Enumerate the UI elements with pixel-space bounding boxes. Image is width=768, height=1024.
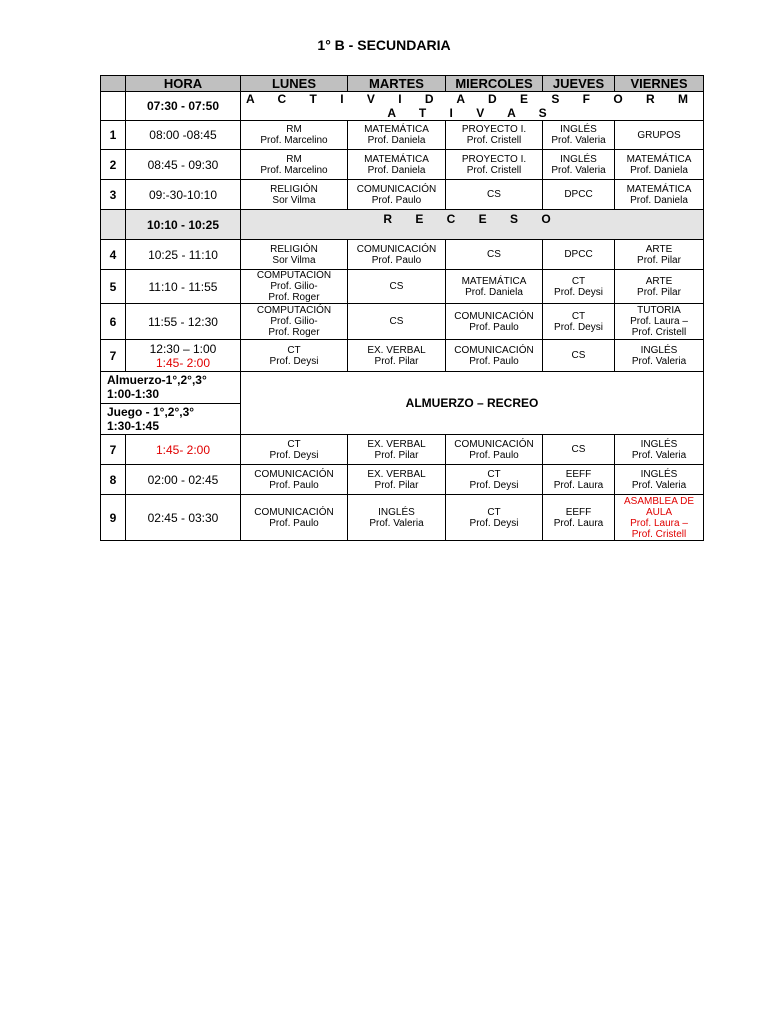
subject-text: INGLÉS xyxy=(378,506,415,518)
row-number: 4 xyxy=(101,240,126,270)
row-time xyxy=(126,340,241,372)
cell-viernes xyxy=(615,121,704,150)
subject-text: COMUNICACIÓN xyxy=(454,310,534,322)
cell-viernes xyxy=(615,465,704,495)
subject-text: CT xyxy=(487,468,501,480)
teacher-text: Prof. Gilio- xyxy=(270,281,318,292)
teacher-text: Prof. Deysi xyxy=(554,286,603,298)
subject-text: MATEMÁTICA xyxy=(626,183,692,195)
subject-text: GRUPOS xyxy=(637,129,681,141)
subject-text: COMUNICACIÓN xyxy=(454,438,534,450)
teacher-text: Prof. Cristell xyxy=(466,135,522,146)
cell-jueves xyxy=(543,495,615,541)
subject-text: COMPUTACIÓN xyxy=(256,305,332,316)
subject-text: PROYECTO I. xyxy=(461,153,527,165)
cell-martes xyxy=(348,465,446,495)
teacher-text: Sor Vilma xyxy=(272,254,316,266)
cell-jueves xyxy=(543,340,615,372)
teacher-text: Prof. Paulo xyxy=(371,194,422,206)
row-number: 1 xyxy=(101,121,126,150)
subject-text: INGLÉS xyxy=(640,344,678,356)
almuerzo-line4: 1:30-1:45 xyxy=(107,419,160,433)
cell-jueves xyxy=(543,435,615,465)
time-text: 11:10 - 11:55 xyxy=(148,279,218,294)
teacher-text: Prof. Daniela xyxy=(367,164,426,176)
teacher-text: Prof. Deysi xyxy=(469,517,519,529)
teacher-text: Prof. Valeria xyxy=(551,135,606,146)
subject-text: DPCC xyxy=(564,189,593,200)
cell-viernes xyxy=(615,304,704,340)
row-number: 3 xyxy=(101,180,126,210)
time-text: 02:00 - 02:45 xyxy=(147,472,219,487)
subject-text: CS xyxy=(487,249,501,260)
subject-text: ARTE xyxy=(645,243,673,255)
subject-text: COMUNICACIÓN xyxy=(356,243,437,255)
cell-miercoles xyxy=(446,435,543,465)
cell-viernes xyxy=(615,180,704,210)
cell-viernes xyxy=(615,340,704,372)
teacher-text: Prof. Paulo xyxy=(371,254,422,266)
subject-text: CT xyxy=(571,275,586,287)
cell-lunes xyxy=(241,150,348,180)
subject-text: INGLÉS xyxy=(560,124,597,135)
header-martes: MARTES xyxy=(348,76,446,92)
table-row xyxy=(101,240,704,270)
time-text: 11:55 - 12:30 xyxy=(148,314,218,329)
time-text: 02:45 - 03:30 xyxy=(147,510,219,525)
header-num xyxy=(101,76,126,92)
subject-text: RELIGIÓN xyxy=(270,243,318,255)
cell-lunes xyxy=(241,121,348,150)
subject-text: CT xyxy=(287,438,301,450)
subject-text: EX. VERBAL xyxy=(367,468,426,480)
almuerzo-line1: Almuerzo-1°,2°,3° xyxy=(107,373,207,387)
teacher-text: Prof. Roger xyxy=(268,292,320,303)
cell-lunes xyxy=(241,180,348,210)
table-row xyxy=(101,465,704,495)
cell-miercoles xyxy=(446,150,543,180)
almuerzo-line3: Juego - 1°,2°,3° xyxy=(107,405,195,419)
subject-text: EX. VERBAL xyxy=(367,438,426,450)
subject-text: CS xyxy=(389,281,404,292)
subject-text: COMUNICACIÓN xyxy=(356,183,437,195)
cell-miercoles xyxy=(446,304,543,340)
subject-text: MATEMÁTICA xyxy=(461,275,527,287)
table-row xyxy=(101,495,704,541)
cell-jueves xyxy=(543,180,615,210)
header-viernes: VIERNES xyxy=(615,76,704,92)
cell-jueves xyxy=(543,304,615,340)
teacher-text: Prof. Deysi xyxy=(269,449,319,461)
subject-text: MATEMÁTICA xyxy=(364,153,429,165)
time-text: 09:-30-10:10 xyxy=(148,187,218,202)
subject-text: RELIGIÓN xyxy=(270,183,318,195)
teacher-text: Prof. Valeria xyxy=(631,449,687,461)
header-miercoles: MIERCOLES xyxy=(446,76,543,92)
time-text: 08:00 -08:45 xyxy=(149,128,217,142)
actividades-time: 07:30 - 07:50 xyxy=(126,92,241,121)
almuerzo-block xyxy=(101,372,240,404)
subject-text: TUTORIA xyxy=(637,305,681,316)
teacher-text: Prof. Paulo xyxy=(269,479,319,491)
subject-text: CS xyxy=(487,189,501,200)
teacher-text: Prof. Pilar xyxy=(374,449,419,461)
cell-jueves xyxy=(543,150,615,180)
table-row xyxy=(101,270,704,304)
header-row xyxy=(101,76,704,92)
time-text: 10:25 - 11:10 xyxy=(148,247,218,262)
row-time xyxy=(126,435,241,465)
row-number: 7 xyxy=(101,340,126,372)
teacher-text: Prof. Daniela xyxy=(367,135,426,146)
subject-text: MATEMÁTICA xyxy=(364,124,429,135)
receso-num xyxy=(101,210,126,240)
cell-lunes xyxy=(241,304,348,340)
teacher-text: Prof. Cristell xyxy=(631,528,687,540)
row-number: 8 xyxy=(101,465,126,495)
teacher-text: Prof. Deysi xyxy=(469,479,519,491)
table-row xyxy=(101,150,704,180)
schedule-table xyxy=(100,75,704,541)
cell-martes xyxy=(348,304,446,340)
subject-text: CS xyxy=(571,444,586,455)
time-text: 08:45 - 09:30 xyxy=(147,157,219,172)
cell-jueves xyxy=(543,270,615,304)
teacher-text: Prof. Laura – xyxy=(630,517,688,529)
subject-text: PROYECTO I. xyxy=(461,124,527,135)
cell-viernes xyxy=(615,240,704,270)
row-time xyxy=(126,465,241,495)
header-hora: HORA xyxy=(126,76,241,92)
table-row xyxy=(101,435,704,465)
cell-viernes xyxy=(615,495,704,541)
cell-jueves xyxy=(543,240,615,270)
row-time xyxy=(126,240,241,270)
juego-block xyxy=(101,404,240,434)
cell-martes xyxy=(348,180,446,210)
subject-text: CS xyxy=(389,316,404,327)
subject-text: INGLÉS xyxy=(640,468,678,480)
teacher-text: AULA xyxy=(645,506,673,518)
cell-martes xyxy=(348,340,446,372)
teacher-text: Prof. Roger xyxy=(268,327,320,338)
subject-text: INGLÉS xyxy=(560,153,597,165)
time-text: 12:30 – 1:00 xyxy=(149,341,217,356)
teacher-text: Prof. Valeria xyxy=(631,355,687,367)
row-time xyxy=(126,304,241,340)
receso-time: 10:10 - 10:25 xyxy=(126,210,241,240)
cell-martes xyxy=(348,495,446,541)
cell-miercoles xyxy=(446,495,543,541)
teacher-text: Prof. Pilar xyxy=(374,355,419,367)
teacher-text: Prof. Pilar xyxy=(637,254,681,266)
row-number: 7 xyxy=(101,435,126,465)
subject-text: ASAMBLEA DE xyxy=(623,495,695,507)
actividades-num xyxy=(101,92,126,121)
table-row xyxy=(101,304,704,340)
table-row xyxy=(101,340,704,372)
table-row xyxy=(101,180,704,210)
cell-martes xyxy=(348,270,446,304)
cell-viernes xyxy=(615,270,704,304)
almuerzo-row xyxy=(101,372,704,435)
subject-text: CS xyxy=(571,350,586,361)
teacher-text: Prof. Laura xyxy=(553,517,604,529)
row-time xyxy=(126,121,241,150)
teacher-text: Prof. Paulo xyxy=(469,355,519,367)
table-row xyxy=(101,121,704,150)
teacher-text: Prof. Pilar xyxy=(374,479,419,491)
cell-lunes xyxy=(241,495,348,541)
page-title: 1° B - SECUNDARIA xyxy=(317,37,451,53)
subject-text: COMUNICACIÓN xyxy=(254,468,334,480)
row-number: 9 xyxy=(101,495,126,541)
subject-text: INGLÉS xyxy=(640,438,678,450)
teacher-text: Prof. Pilar xyxy=(637,286,681,298)
subject-text: RM xyxy=(286,153,302,165)
teacher-text: Prof. Paulo xyxy=(469,321,519,333)
row-number: 6 xyxy=(101,304,126,340)
actividades-row xyxy=(101,92,704,121)
cell-miercoles xyxy=(446,240,543,270)
row-time xyxy=(126,180,241,210)
subject-text: COMUNICACIÓN xyxy=(454,344,534,356)
almuerzo-times xyxy=(101,372,241,435)
cell-martes xyxy=(348,240,446,270)
cell-lunes xyxy=(241,465,348,495)
cell-lunes xyxy=(241,240,348,270)
cell-miercoles xyxy=(446,340,543,372)
subject-text: EEFF xyxy=(565,468,592,480)
teacher-text: Prof. Paulo xyxy=(469,449,519,461)
row-time xyxy=(126,495,241,541)
time-alt-text: 1:45- 2:00 xyxy=(155,355,211,370)
cell-lunes xyxy=(241,435,348,465)
subject-text: EEFF xyxy=(565,506,592,518)
subject-text: MATEMÁTICA xyxy=(626,153,692,165)
cell-martes xyxy=(348,435,446,465)
header-lunes: LUNES xyxy=(241,76,348,92)
teacher-text: Prof. Paulo xyxy=(269,517,319,529)
teacher-text: Prof. Marcelino xyxy=(260,164,328,176)
teacher-text: Prof. Marcelino xyxy=(260,135,328,146)
header-jueves: JUEVES xyxy=(543,76,615,92)
actividades-label: A C T I V I D A D E S F O R M A T I V A S xyxy=(241,92,704,121)
time-text: 1:45- 2:00 xyxy=(155,442,211,457)
row-number: 2 xyxy=(101,150,126,180)
teacher-text: Prof. Laura – xyxy=(630,316,688,327)
row-number: 5 xyxy=(101,270,126,304)
teacher-text: Prof. Valeria xyxy=(631,479,687,491)
teacher-text: Prof. Deysi xyxy=(269,355,319,367)
cell-miercoles xyxy=(446,465,543,495)
teacher-text: Sor Vilma xyxy=(272,194,316,206)
row-time xyxy=(126,270,241,304)
teacher-text: Prof. Deysi xyxy=(554,321,603,333)
cell-lunes xyxy=(241,270,348,304)
subject-text: EX. VERBAL xyxy=(367,344,426,356)
cell-jueves xyxy=(543,465,615,495)
cell-viernes xyxy=(615,435,704,465)
cell-martes xyxy=(348,121,446,150)
teacher-text: Prof. Valeria xyxy=(369,517,424,529)
receso-row xyxy=(101,210,704,240)
cell-lunes xyxy=(241,340,348,372)
subject-text: CT xyxy=(571,310,586,322)
cell-miercoles xyxy=(446,270,543,304)
subject-text: RM xyxy=(286,124,302,135)
teacher-text: Prof. Gilio- xyxy=(270,316,318,327)
teacher-text: Prof. Daniela xyxy=(465,286,523,298)
teacher-text: Prof. Daniela xyxy=(630,164,688,176)
almuerzo-label: ALMUERZO – RECREO xyxy=(241,372,704,435)
teacher-text: Prof. Laura xyxy=(553,479,604,491)
cell-miercoles xyxy=(446,121,543,150)
row-time xyxy=(126,150,241,180)
subject-text: ARTE xyxy=(645,275,673,287)
receso-label: R E C E S O xyxy=(241,210,704,240)
cell-jueves xyxy=(543,121,615,150)
teacher-text: Prof. Cristell xyxy=(631,327,687,338)
subject-text: CT xyxy=(287,344,301,356)
subject-text: DPCC xyxy=(564,249,593,260)
teacher-text: Prof. Valeria xyxy=(551,164,606,176)
cell-martes xyxy=(348,150,446,180)
subject-text: COMUNICACIÓN xyxy=(254,506,334,518)
subject-text: COMPUTACIÓN xyxy=(256,270,332,281)
subject-text: CT xyxy=(487,506,501,518)
teacher-text: Prof. Daniela xyxy=(630,194,688,206)
almuerzo-line2: 1:00-1:30 xyxy=(107,387,160,401)
cell-viernes xyxy=(615,150,704,180)
teacher-text: Prof. Cristell xyxy=(466,164,522,176)
cell-miercoles xyxy=(446,180,543,210)
